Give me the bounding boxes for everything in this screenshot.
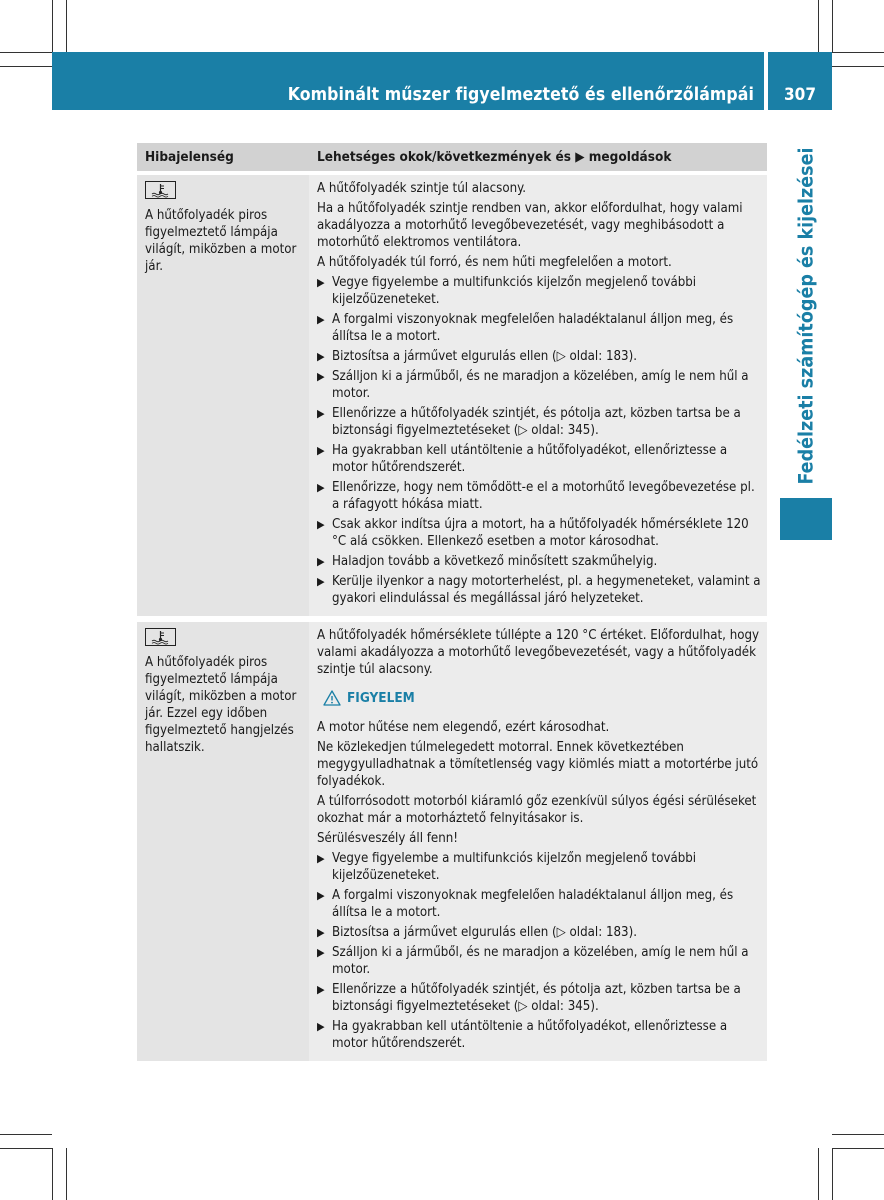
list-item: ▶ Vegye figyelembe a multifunkciós kijelzőn megjelenő további kijelzőüzeneteket. <box>317 275 697 307</box>
crop-mark <box>0 66 52 67</box>
bullet-triangle-icon: ▶ <box>317 518 325 531</box>
crop-mark <box>832 52 884 53</box>
header-bar <box>52 52 764 110</box>
bullet-triangle-icon: ▶ <box>317 983 325 996</box>
crop-mark <box>832 66 884 67</box>
paragraph: A hűtőfolyadék szintje túl alacsony. <box>317 181 527 196</box>
paragraph: A hűtőfolyadék hőmérséklete túllépte a 120 °C értéket. Előfordulhat, hogy valami akadályozza a motorhűtő levegőbevezetését, vagy a hűtőfolyadék szintje túl alacsony. <box>317 628 760 677</box>
crop-mark <box>52 1148 53 1200</box>
bullet-triangle-icon: ▶ <box>317 926 325 939</box>
coolant-temperature-icon <box>145 628 176 646</box>
crop-mark <box>832 0 833 52</box>
solutions-cell <box>309 622 767 1061</box>
crop-mark <box>832 1148 884 1149</box>
crop-mark <box>0 1134 52 1135</box>
list-item: ▶ Vegye figyelembe a multifunkciós kijelzőn megjelenő további kijelzőüzeneteket. <box>317 851 697 883</box>
list-item: ▶ Ellenőrizze a hűtőfolyadék szintjét, és pótolja azt, közben tartsa be a biztonsági figyelmeztetéseket (▷ oldal: 345). <box>317 982 741 1014</box>
crop-mark <box>818 0 819 52</box>
list-item: ▶ Szálljon ki a járműből, és ne maradjon a közelében, amíg le nem hűl a motor. <box>317 369 749 401</box>
list-item: ▶ Haladjon tovább a következő minősített szakműhelyig. <box>317 554 658 569</box>
troubleshooting-table <box>137 143 767 1061</box>
list-item: ▶ A forgalmi viszonyoknak megfelelően haladéktalanul álljon meg, és állítsa le a motort. <box>317 312 734 344</box>
bullet-triangle-icon: ▶ <box>317 313 325 326</box>
page-number: 307 <box>784 85 816 105</box>
coolant-temperature-icon <box>145 181 176 199</box>
crop-mark <box>66 1148 67 1200</box>
problem-cell <box>137 175 309 616</box>
warning-heading <box>317 686 761 711</box>
paragraph: A túlforrósodott motorból kiáramló gőz ezenkívül súlyos égési sérüléseket okozhat már a motorháztető felnyitásakor is. <box>317 794 757 826</box>
list-item: ▶ Ha gyakrabban kell utántöltenie a hűtőfolyadékot, ellenőriztesse a motor hűtőrendszerét. <box>317 1019 728 1051</box>
column-header-solutions: Lehetséges okok/következmények és ▶ megoldások <box>317 148 672 165</box>
symptom-text: A hűtőfolyadék piros figyelmeztető lámpája világít, miközben a motor jár. Ezzel egy időben figyelmeztető hangjelzés hallatszik. <box>145 655 297 755</box>
side-section-title: Fedélzeti számítógép és kijelzései <box>794 147 818 485</box>
bullet-triangle-icon: ▶ <box>317 370 325 383</box>
paragraph: Sérülésveszély áll fenn! <box>317 831 459 846</box>
paragraph: A hűtőfolyadék túl forró, és nem hűti megfelelően a motort. <box>317 255 672 270</box>
table-header-row <box>137 143 767 171</box>
crop-mark <box>832 1148 833 1200</box>
table-row <box>137 622 767 1061</box>
crop-mark <box>832 1134 884 1135</box>
bullet-triangle-icon: ▶ <box>317 889 325 902</box>
paragraph: Ha a hűtőfolyadék szintje rendben van, akkor előfordulhat, hogy valami akadályozza a motorhűtő levegőbevezetését, vagy meghibásodott a motorhűtő elektromos ventilátora. <box>317 201 743 250</box>
list-item: ▶ Csak akkor indítsa újra a motort, ha a hűtőfolyadék hőmérséklete 120 °C alá csökken. Ellenkező esetben a motor károsodhat. <box>317 517 749 549</box>
crop-mark <box>818 1148 819 1200</box>
problem-cell <box>137 622 309 1061</box>
crop-mark <box>66 0 67 52</box>
side-tab-marker <box>780 498 832 540</box>
list-item: ▶ Biztosítsa a járművet elgurulás ellen (▷ oldal: 183). <box>317 925 638 940</box>
paragraph: A motor hűtése nem elegendő, ezért károsodhat. <box>317 720 610 735</box>
list-item: ▶ Ellenőrizze, hogy nem tömődött-e el a motorhűtő levegőbevezetése pl. a ráfagyott hókása miatt. <box>317 480 755 512</box>
table-row <box>137 175 767 616</box>
crop-mark <box>52 0 53 52</box>
list-item: ▶ Szálljon ki a járműből, és ne maradjon a közelében, amíg le nem hűl a motor. <box>317 945 749 977</box>
list-item: ▶ Ha gyakrabban kell utántöltenie a hűtőfolyadékot, ellenőriztesse a motor hűtőrendszerét. <box>317 443 728 475</box>
list-item: ▶ A forgalmi viszonyoknak megfelelően haladéktalanul álljon meg, és állítsa le a motort. <box>317 888 734 920</box>
paragraph: Ne közlekedjen túlmelegedett motorral. Ennek következtében megygyulladhatnak a tömítetlenség vagy kiömlés miatt a motortérbe jutó folyadékok. <box>317 740 759 789</box>
list-item: ▶ Ellenőrizze a hűtőfolyadék szintjét, és pótolja azt, közben tartsa be a biztonsági figyelmeztetéseket (▷ oldal: 345). <box>317 406 741 438</box>
bullet-triangle-icon: ▶ <box>317 444 325 457</box>
column-header-problem: Hibajelenség <box>145 148 234 165</box>
page-number-box <box>768 52 832 110</box>
list-item: ▶ Kerülje ilyenkor a nagy motorterhelést, pl. a hegymeneteket, valamint a gyakori elindulással és megállással járó helyzeteket. <box>317 574 761 606</box>
page-title: Kombinált műszer figyelmeztető és ellenőrzőlámpái <box>287 85 754 105</box>
bullet-triangle-icon: ▶ <box>317 407 325 420</box>
bullet-triangle-icon: ▶ <box>317 555 325 568</box>
bullet-triangle-icon: ▶ <box>317 350 325 363</box>
symptom-text: A hűtőfolyadék piros figyelmeztető lámpája világít, miközben a motor jár. <box>145 208 297 274</box>
crop-mark <box>0 52 52 53</box>
bullet-triangle-icon: ▶ <box>317 852 325 865</box>
bullet-triangle-icon: ▶ <box>317 575 325 588</box>
warning-label: FIGYELEM <box>347 689 415 706</box>
bullet-triangle-icon: ▶ <box>317 1020 325 1033</box>
solutions-cell <box>309 175 767 616</box>
warning-triangle-icon <box>323 690 341 706</box>
bullet-triangle-icon: ▶ <box>317 481 325 494</box>
bullet-triangle-icon: ▶ <box>317 946 325 959</box>
list-item: ▶ Biztosítsa a járművet elgurulás ellen (▷ oldal: 183). <box>317 349 638 364</box>
bullet-triangle-icon: ▶ <box>317 276 325 289</box>
crop-mark <box>0 1148 52 1149</box>
